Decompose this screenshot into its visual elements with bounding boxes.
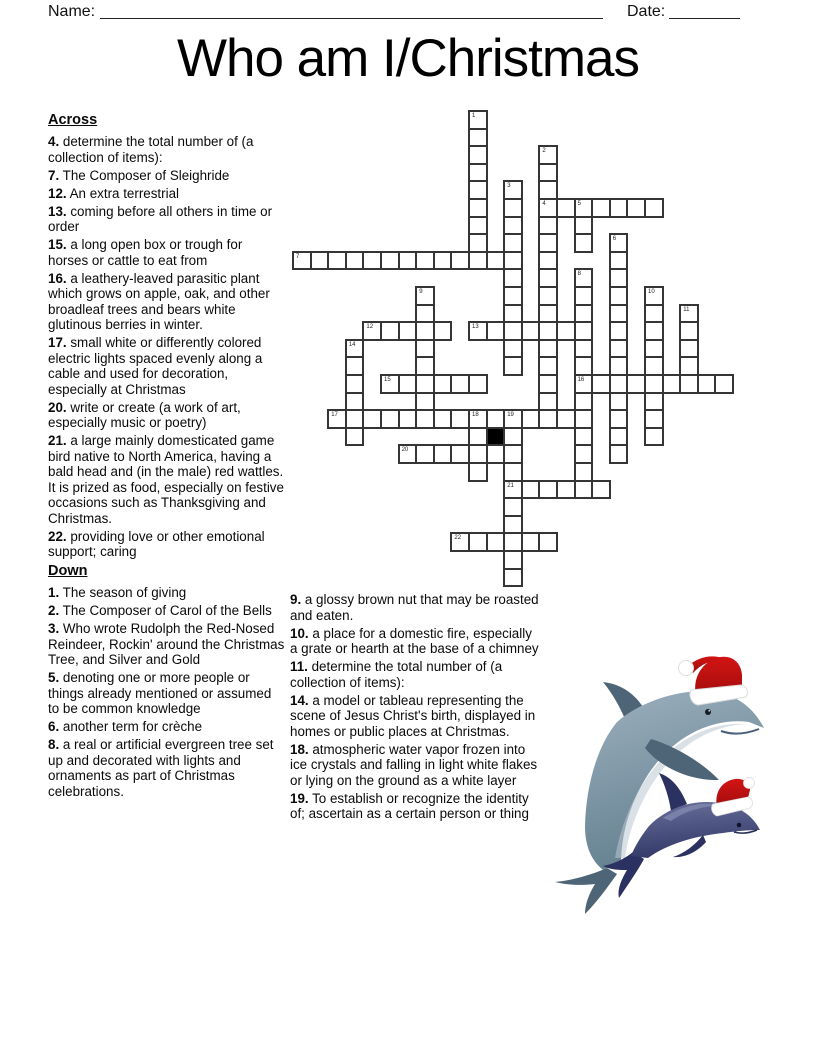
crossword-cell-number-15: 15: [384, 377, 391, 383]
clue-number: 9.: [290, 592, 302, 607]
clue-number: 16.: [48, 270, 67, 286]
large-dolphin-eye: [705, 709, 711, 715]
clue-text: The Composer of Carol of the Bells: [59, 603, 272, 618]
crossword-cell-r21-c15[interactable]: [556, 480, 576, 500]
crossword-cell-number-6: 6: [612, 236, 617, 243]
small-dolphin-dorsal-fin: [659, 773, 687, 811]
clue-text: a place for a domestic fire, especially a grate or hearth at the base of a chimney: [290, 625, 539, 656]
crossword-cell-number-14: 14: [348, 341, 356, 348]
clue-4: [48, 134, 285, 165]
clue-number: 6.: [48, 719, 60, 734]
crossword-cell-number-10: 10: [648, 289, 655, 295]
large-hat-pom: [679, 661, 694, 676]
crossword-cell-r20-c10[interactable]: [468, 462, 488, 482]
crossword-cell-r19-c11[interactable]: [486, 444, 506, 464]
crossword-cell-number-11: 11: [683, 306, 690, 313]
clue-3: [48, 621, 285, 668]
clue-7: [48, 168, 285, 184]
crossword-cell-number-4: 4: [542, 201, 546, 207]
clue-text: a model or tableau representing the scene of Jesus Christ's birth, displayed in homes or public places at Christmas.: [290, 692, 536, 739]
clue-number: 10.: [290, 625, 309, 641]
christmas-dolphins-illustration: [545, 630, 816, 920]
crossword-cell-r21-c17[interactable]: [591, 480, 611, 500]
crossword-cell-r12-c13[interactable]: [521, 321, 541, 341]
clue-21: [48, 433, 285, 526]
crossword-cell-r19-c9[interactable]: [450, 444, 470, 464]
clue-text: denoting one or more people or things already mentioned or assumed to be common knowledge: [48, 670, 272, 716]
crossword-cell-number-13: 13: [472, 324, 479, 331]
clue-text: The Composer of Sleighride: [59, 167, 230, 183]
clue-number: 13.: [48, 203, 67, 219]
crossword-cell-r14-c12[interactable]: [503, 356, 523, 376]
clue-text: determine the total number of (a collection of items):: [48, 134, 254, 165]
clue-1: [48, 585, 285, 601]
name-label: Name:: [48, 3, 96, 20]
clue-8: [48, 737, 285, 799]
crossword-cell-r19-c18[interactable]: [609, 444, 629, 464]
crossword-cell-r26-c12[interactable]: [503, 568, 523, 588]
crossword-cell-r15-c19[interactable]: [626, 374, 646, 394]
clue-number: 14.: [290, 692, 309, 708]
small-dolphin-eye: [737, 823, 742, 828]
crossword-cell-number-19: 19: [507, 412, 514, 419]
clue-22: [48, 529, 285, 560]
clue-number: 21.: [48, 433, 67, 448]
crossword-cell-r12-c11[interactable]: [486, 321, 506, 341]
clue-number: 1.: [48, 585, 60, 600]
clue-number: 7.: [48, 167, 60, 183]
page-title: Who am I/Christmas: [176, 29, 640, 88]
clue-14: [290, 693, 540, 740]
clue-text: determine the total number of (a collection of items):: [290, 659, 503, 690]
crossword-cell-r15-c17[interactable]: [591, 374, 611, 394]
clue-16: [48, 271, 285, 333]
large-dolphin-tail: [555, 868, 617, 914]
crossword-cell-number-17: 17: [331, 412, 338, 419]
clue-6: [48, 719, 285, 735]
clue-text: Who wrote Rudolph the Red-Nosed Reindeer, Rockin' around the Christmas Tree, and Silver and Gold: [48, 621, 285, 667]
crossword-cell-number-18: 18: [472, 412, 479, 419]
clues-column-right: [290, 592, 540, 824]
crossword-cell-number-8: 8: [577, 271, 581, 278]
clue-number: 18.: [290, 741, 309, 757]
crossword-cell-r24-c14[interactable]: [538, 532, 558, 552]
crossword-cell-number-12: 12: [366, 324, 374, 331]
across-clue-list: [48, 134, 285, 560]
crossword-cell-r8-c11[interactable]: [486, 251, 506, 271]
crossword-cell-r17-c13[interactable]: [521, 409, 541, 429]
crossword-black-cell: [486, 427, 506, 447]
crossword-cell-r8-c9[interactable]: [450, 251, 470, 271]
clue-19: [290, 791, 540, 822]
clue-text: An extra terrestrial: [66, 185, 179, 201]
clue-number: 19.: [290, 790, 309, 806]
crossword-cell-r12-c8[interactable]: [433, 321, 453, 341]
crossword-cell-number-2: 2: [542, 148, 546, 155]
small-hat-pom: [744, 778, 755, 789]
clue-number: 3.: [48, 621, 60, 636]
large-dolphin-eye-glint: [708, 710, 710, 712]
clue-text: a large mainly domesticated game bird native to North America, having a bald head and (in the male) red wattles. It is prized as food, especially on festive occasions such as Thanksgiving and Christmas.: [48, 433, 284, 526]
crossword-cell-r5-c20[interactable]: [644, 198, 664, 218]
name-blank-line: [100, 3, 603, 19]
clue-text: a real or artificial evergreen tree set up and decorated with lights and ornaments as part of Christmas celebrations.: [48, 737, 274, 799]
small-santa-hat-icon: [712, 778, 755, 817]
crossword-cell-number-3: 3: [507, 183, 511, 190]
crossword-cell-r15-c24[interactable]: [714, 374, 734, 394]
clue-18: [290, 742, 540, 789]
clue-text: The season of giving: [59, 585, 187, 600]
crossword-grid: [292, 110, 736, 590]
date-label: Date:: [627, 3, 666, 20]
clue-number: 5.: [48, 670, 60, 685]
crossword-cell-r15-c6[interactable]: [398, 374, 418, 394]
crossword-cell-number-1: 1: [472, 113, 476, 119]
crossword-cell-r15-c10[interactable]: [468, 374, 488, 394]
crossword-cell-r17-c2[interactable]: [327, 409, 347, 429]
date-blank-line: [669, 3, 740, 19]
clue-text: another term for crèche: [59, 719, 203, 734]
clue-10: [290, 626, 540, 657]
crossword-cell-r18-c3[interactable]: [345, 427, 365, 447]
clue-2: [48, 603, 285, 619]
clue-number: 8.: [48, 737, 60, 752]
clue-text: a glossy brown nut that may be roasted and eaten.: [290, 592, 539, 623]
clue-12: [48, 186, 285, 202]
clue-20: [48, 400, 285, 431]
across-heading: Across: [48, 112, 98, 128]
clue-text: a long open box or trough for horses or cattle to eat from: [48, 237, 243, 268]
clue-number: 2.: [48, 603, 60, 618]
clue-text: atmospheric water vapor frozen into ice crystals and falling in light white flakes or lying on the ground as a white layer: [290, 741, 538, 788]
crossword-cell-number-9: 9: [419, 289, 423, 295]
clue-text: a leathery-leaved parasitic plant which grows on apple, oak, and other broadleaf trees and bears white glutinous berries in winter.: [48, 270, 270, 332]
clue-number: 17.: [48, 335, 67, 350]
crossword-cell-r17-c6[interactable]: [398, 409, 418, 429]
crossword-cell-number-5: 5: [577, 201, 581, 207]
clue-15: [48, 237, 285, 268]
crossword-cell-r7-c16[interactable]: [574, 233, 594, 253]
clues-column-left: [48, 111, 285, 802]
crossword-cell-number-22: 22: [454, 535, 462, 542]
crossword-cell-number-21: 21: [507, 482, 514, 489]
clue-text: small white or differently colored electric lights spaced evenly along a cable and used for decoration, especially at Christmas: [48, 335, 263, 397]
clue-number: 20.: [48, 399, 67, 415]
down-heading: Down: [48, 563, 88, 579]
crossword-cell-r17-c15[interactable]: [556, 409, 576, 429]
crossword-cell-r15-c21[interactable]: [662, 374, 682, 394]
clue-number: 15.: [48, 237, 67, 252]
crossword-cell-number-20: 20: [401, 447, 409, 454]
down-clue-list-part2: [290, 592, 540, 822]
crossword-cell-r12-c15[interactable]: [556, 321, 576, 341]
large-dolphin-mouth: [721, 729, 759, 734]
clue-11: [290, 659, 540, 690]
crossword-cell-number-16: 16: [577, 377, 585, 383]
crossword-cell-r18-c20[interactable]: [644, 427, 664, 447]
clue-text: write or create (a work of art, especially music or poetry): [48, 399, 241, 430]
clue-5: [48, 670, 285, 717]
down-clue-list-part1: [48, 585, 285, 799]
crossword-cell-number-7: 7: [296, 253, 300, 260]
clue-9: [290, 592, 540, 623]
clue-13: [48, 204, 285, 235]
clue-17: [48, 335, 285, 397]
clue-number: 11.: [290, 659, 308, 674]
clue-number: 4.: [48, 134, 60, 149]
clue-text: providing love or other emotional support; caring: [48, 528, 265, 559]
clue-text: coming before all others in time or order: [48, 203, 273, 234]
clue-number: 12.: [48, 185, 67, 201]
clue-number: 22.: [48, 528, 67, 544]
clue-text: To establish or recognize the identity of; ascertain as a certain person or thing: [290, 790, 529, 821]
crossword-cell-r12-c6[interactable]: [398, 321, 418, 341]
crossword-cell-r24-c11[interactable]: [486, 532, 506, 552]
